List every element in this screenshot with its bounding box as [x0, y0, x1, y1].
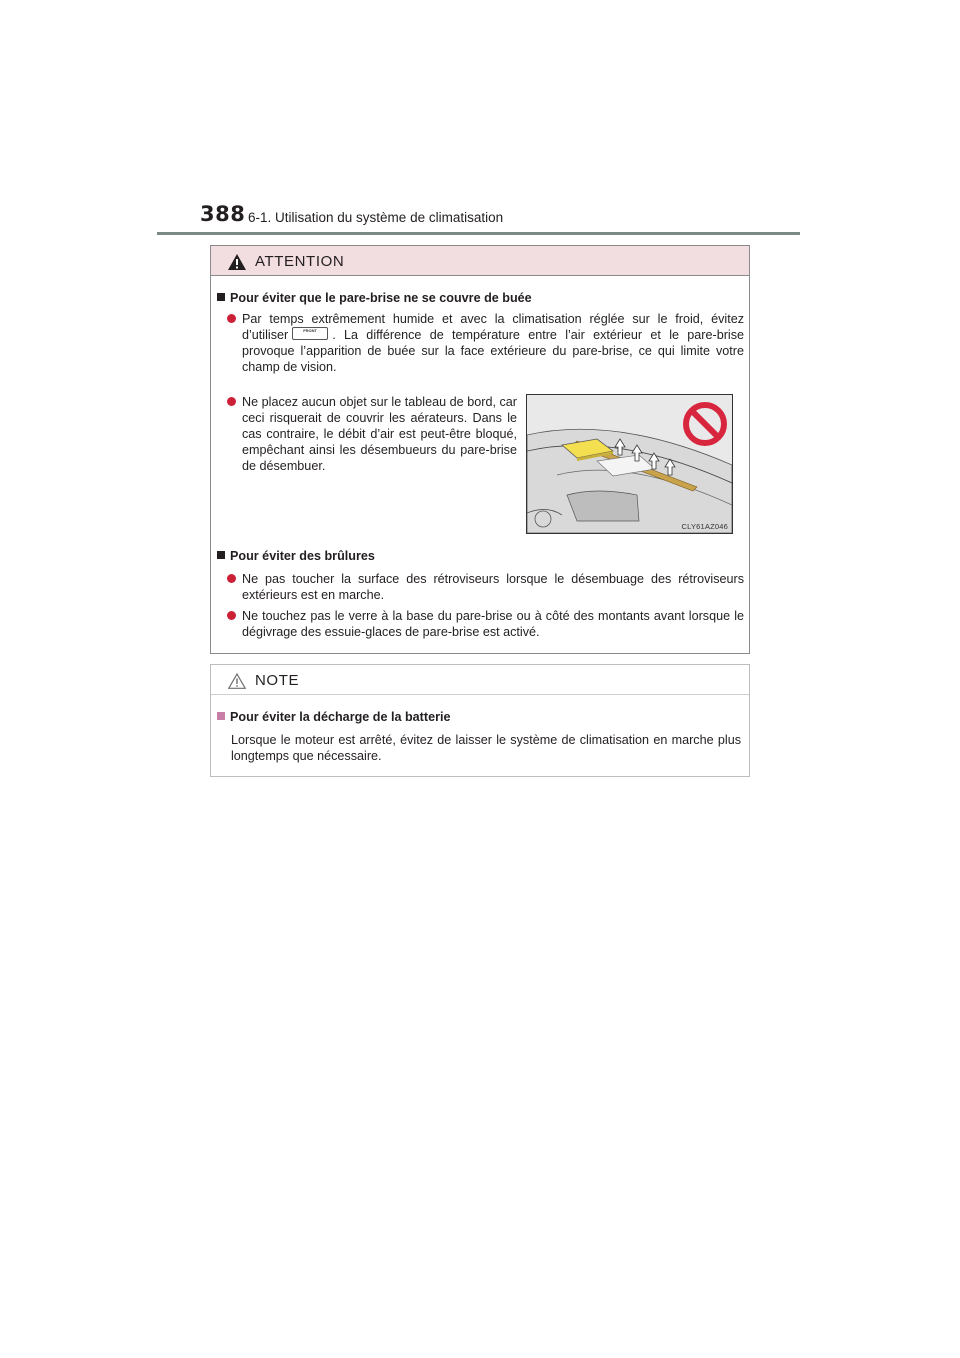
- caution-outline-icon: [228, 673, 246, 689]
- bullet-dashboard: Ne placez aucun objet sur le tableau de bord, car ceci risquerait de couvrir les aérateurs. Dans le cas contraire, le débit d’air est peut-être bloqué, empêchant ainsi les désembueurs du pare-brise de désembuer.: [227, 394, 517, 474]
- note-heading: Pour éviter la décharge de la batterie: [217, 710, 450, 724]
- square-bullet-icon: [217, 293, 225, 301]
- page-number: 388: [200, 202, 246, 226]
- warning-icon: [228, 254, 246, 270]
- attention-label: ATTENTION: [255, 253, 345, 270]
- bullet-windshield-glass: Ne touchez pas le verre à la base du pare-brise ou à côté des montants avant lorsque le dégivrage des essuie-glaces de pare-brise est activé.: [227, 608, 744, 640]
- square-bullet-icon: [217, 551, 225, 559]
- dashboard-illustration: [526, 394, 733, 534]
- note-header: [211, 665, 749, 695]
- bullet-dot-icon: [227, 611, 236, 620]
- note-text: Lorsque le moteur est arrêté, évitez de laisser le système de climatisation en marche plus longtemps que nécessaire.: [231, 733, 741, 763]
- heading-burns: Pour éviter des brûlures: [217, 549, 375, 563]
- section-title: 6-1. Utilisation du système de climatisation: [248, 210, 504, 225]
- bullet-humid: Par temps extrêmement humide et avec la climatisation réglée sur le froid, évitez d’utiliser FRONT . La différence de température entre l’air extérieur et le pare-brise provoque l’apparition de buée sur la face extérieure du pare-brise, ce qui limite votre champ de vision.: [227, 311, 744, 375]
- note-box: [210, 664, 750, 777]
- page-header: [200, 200, 800, 236]
- header-rule: [157, 232, 800, 235]
- illustration-code: CLY61AZ046: [681, 522, 728, 531]
- bullet-mirrors: Ne pas toucher la surface des rétroviseurs lorsque le désembuage des rétroviseurs extérieurs est en marche.: [227, 571, 744, 603]
- front-defroster-button-icon: FRONT: [292, 327, 328, 340]
- heading-fog: Pour éviter que le pare-brise ne se couvre de buée: [217, 291, 532, 305]
- note-label: NOTE: [255, 672, 300, 689]
- square-bullet-icon: [217, 712, 225, 720]
- bullet-dot-icon: [227, 314, 236, 323]
- dashboard-vents-drawing: [527, 395, 732, 533]
- attention-header: [211, 246, 749, 276]
- bullet-dot-icon: [227, 574, 236, 583]
- bullet-dot-icon: [227, 397, 236, 406]
